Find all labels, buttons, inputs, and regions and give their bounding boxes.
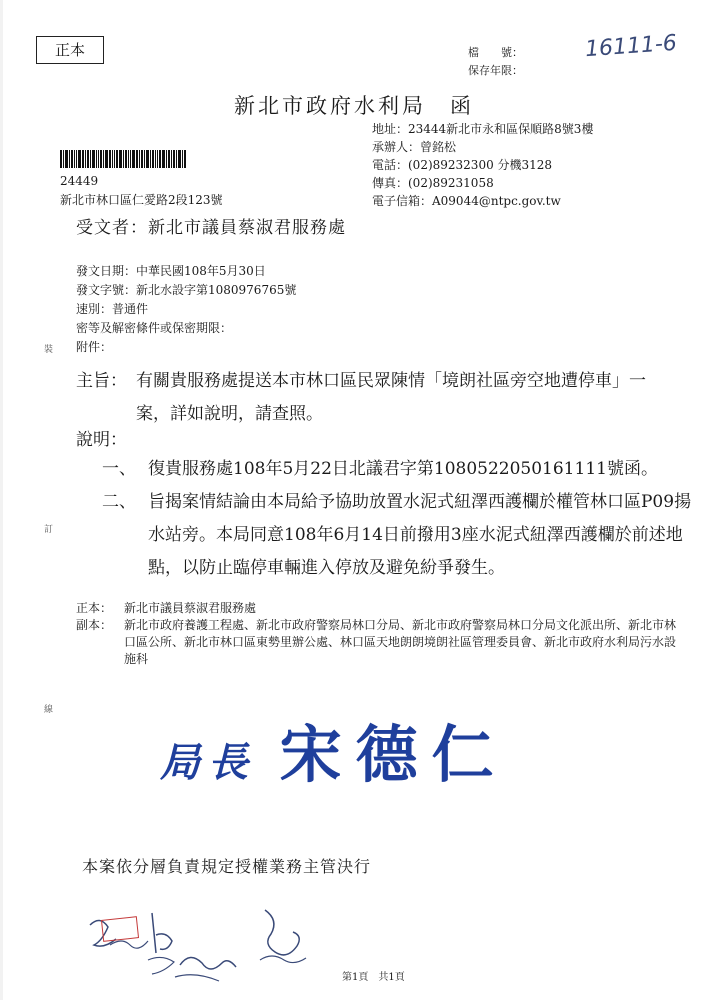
item-number: 一、 [102, 459, 136, 479]
original-label: 正本： [76, 601, 113, 615]
page-number: 第1頁 共1頁 [342, 972, 405, 983]
authorization-note: 本案依分層負責規定授權業務主管決行 [82, 857, 372, 876]
issue-attachment: 附件： [76, 340, 113, 354]
subject [76, 365, 676, 431]
contact-address: 地址：23444新北市永和區保順路8號3樓 [372, 122, 594, 136]
item-number: 二、 [102, 492, 136, 512]
subject-label: 主旨： [76, 371, 127, 391]
item-text: 復貴服務處108年5月22日北議君字第1080522050161111號函。 [148, 459, 658, 479]
retention-label: 保存年限： [468, 64, 523, 77]
binding-mark-middle: 訂 [44, 525, 54, 535]
issue-date: 發文日期：中華民國108年5月30日 [76, 264, 266, 278]
subject-text: 有關貴服務處提送本市林口區民眾陳情「境朗社區旁空地遭停車」一案，詳如說明，請查照。 [136, 371, 646, 424]
contact-email: 電子信箱：A09044@ntpc.gov.tw [372, 194, 561, 208]
scan-edge [0, 0, 3, 1000]
contact-phone: 電話：(02)89232300 分機3128 [372, 158, 553, 172]
explanation-item [102, 453, 692, 486]
issue-speed: 速別：普通件 [76, 302, 149, 316]
explanation-label: 說明： [76, 430, 127, 450]
contact-fax: 傳真：(02)89231058 [372, 176, 494, 190]
copies-label: 副本： [76, 618, 113, 632]
issue-secrecy: 密等及解密條件或保密期限： [76, 321, 233, 335]
postcode: 24449 [60, 174, 99, 188]
signature-name: 宋德仁 [279, 718, 508, 791]
contact-handler: 承辦人：曾銘松 [372, 140, 457, 154]
copy-recipients [76, 617, 676, 668]
binding-mark-top: 裝 [44, 345, 54, 355]
approval-seal [101, 916, 139, 942]
copy-stamp: 正本 [36, 36, 104, 64]
explanation-item [102, 486, 692, 585]
copies-text: 新北市政府養護工程處、新北市政府警察局林口分局、新北市政府警察局林口分局文化派出所、新北市林口區公所、新北市林口區東勢里辦公處、林口區天地朗朗境朗社區管理委員會、新北市政府水利局污水設施科 [124, 618, 677, 666]
recipient-address: 新北市林口區仁愛路2段123號 [60, 193, 223, 207]
original-recipients [76, 600, 676, 617]
barcode [60, 150, 215, 168]
file-number-label: 檔 號： [468, 46, 523, 59]
binding-mark-bottom: 線 [44, 705, 54, 715]
item-text: 旨揭案情結論由本局給予協助放置水泥式紐澤西護欄於權管林口區P09揚水站旁。本局同意108年6月14日前撥用3座水泥式紐澤西護欄於前述地點，以防止臨停車輛進入停放及避免紛爭發生。 [148, 492, 692, 578]
original-text: 新北市議員蔡淑君服務處 [124, 601, 257, 615]
issue-number: 發文字號：新北水設字第1080976765號 [76, 283, 297, 297]
signature-title: 局長 [160, 740, 256, 786]
handwritten-number: 16111-6 [584, 30, 678, 63]
recipient: 受文者：新北市議員蔡淑君服務處 [76, 218, 346, 238]
director-signature [160, 705, 508, 794]
document-title: 新北市政府水利局 函 [234, 94, 474, 118]
